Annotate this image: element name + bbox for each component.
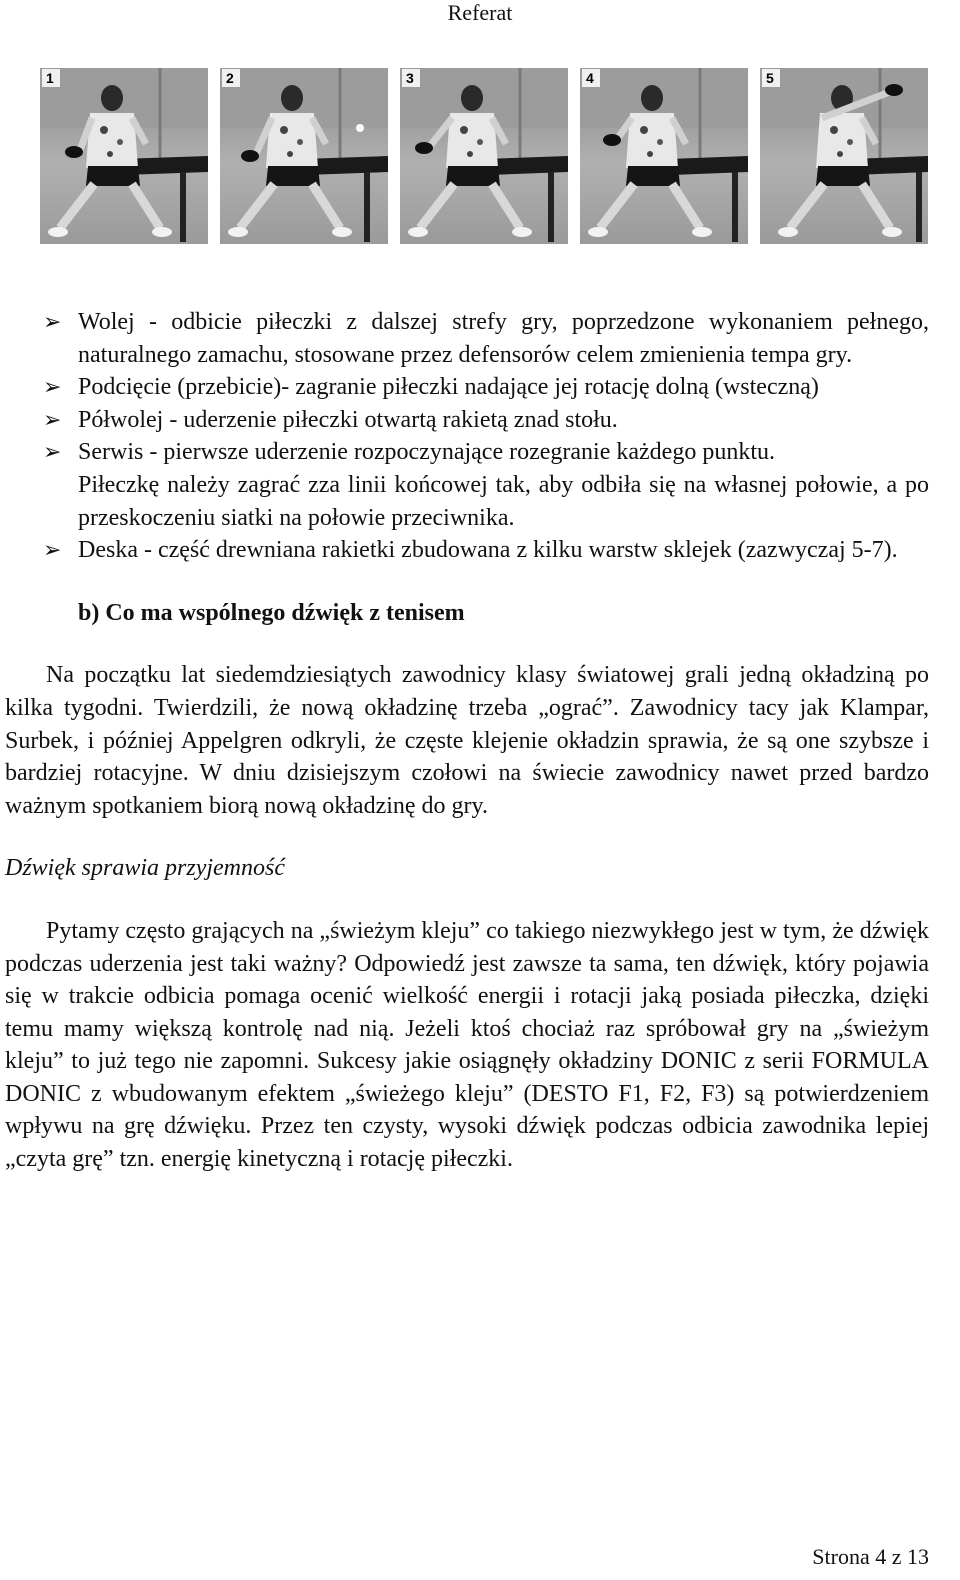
photo-frame [40, 68, 208, 244]
frame-number: 2 [226, 70, 234, 86]
document-body [5, 306, 929, 1176]
terms-list-continued [5, 534, 929, 567]
photo-frame [400, 68, 568, 244]
photo-frame [220, 68, 388, 244]
list-item: ➢ Wolej - odbicie piłeczki z dalszej strefy gry, poprzedzone wykonaniem pełnego, naturalnego zamachu, stosowane przez defensorów celem zmienienia tempa gry. [5, 306, 929, 371]
racket-icon [65, 146, 83, 158]
arrow-bullet-icon: ➢ [43, 406, 62, 432]
racket-icon [603, 134, 621, 146]
photo-frame [760, 68, 928, 244]
list-item: ➢ Deska - część drewniana rakietki zbudowana z kilku warstw sklejek (zazwyczaj 5-7). [5, 534, 929, 567]
frame-number: 4 [586, 70, 594, 86]
list-item: ➢ Półwolej - uderzenie piłeczki otwartą rakietą znad stołu. [5, 404, 929, 437]
subsection-heading: Dźwięk sprawia przyjemność [5, 855, 285, 882]
arrow-bullet-icon: ➢ [43, 439, 62, 465]
page-number: Strona 4 z 13 [812, 1544, 929, 1569]
racket-icon [415, 142, 433, 154]
subsection-paragraph: Pytamy często grających na „świeżym kleju” co takiego niezwykłego jest w tym, że dźwięk podczas uderzenia jest taki ważny? Odpowiedź jest zawsze ta sama, ten dźwięk, który pojawia się w trakcie odbicia pomaga ocenić wielkość energii i rotacji jaką posiada piłeczka, dzięki temu mamy większą kontrolę nad nią. Jeżeli ktoś chociaż raz spróbował gry na „świeżym kleju” to już tego nie zapomni. Sukcesy jakie osiągnęły okładziny DONIC z serii FORMULA DONIC z wbudowanym efektem „świeżego kleju” (DESTO F1, F2, F3) są potwierdzeniem wpływu na grę dźwięku. Przez ten czysty, wysoki dźwięk podczas odbicia zawodnika lepiej „czyta grę” tzn. energię kinetyczną i rotację piłeczki. [5, 917, 929, 1173]
racket-icon [241, 150, 259, 162]
section-heading: b) Co ma wspólnego dźwięk z tenisem [78, 599, 465, 626]
frame-number: 5 [766, 70, 774, 86]
arrow-bullet-icon: ➢ [43, 374, 62, 400]
table-tennis-photo-sequence [40, 68, 928, 244]
list-item: ➢ Podcięcie (przebicie)- zagranie piłeczki nadające jej rotację dolną (wsteczną) [5, 371, 929, 404]
frame-number: 1 [46, 70, 54, 86]
racket-icon [885, 84, 903, 96]
photo-sequence-image [40, 68, 928, 244]
arrow-bullet-icon: ➢ [43, 537, 62, 563]
photo-frame [580, 68, 748, 244]
section-paragraph: Na początku lat siedemdziesiątych zawodnicy klasy światowej grali jedną okładziną po kilka tygodni. Twierdzili, że nową okładzinę trzeba „ograć”. Zawodnicy tacy jak Klampar, Surbek, i później Appelgren odkryli, że częste klejenie okładzin sprawia, że są one szybsze i bardziej rotacyjne. W dniu dzisiejszym czołowi na świecie zawodnicy nawet przed bardzo ważnym spotkaniem biorą nową okładzinę do gry. [5, 662, 929, 819]
page-header-title: Referat [447, 0, 513, 25]
ball-icon [356, 124, 364, 132]
serwis-continuation: Piłeczkę należy zagrać zza linii końcowej tak, aby odbiła się na własnej połowie, a po przeskoczeniu siatki na połowie przeciwnika. [78, 471, 929, 531]
terms-list [5, 306, 929, 469]
frame-number: 3 [406, 70, 414, 86]
arrow-bullet-icon: ➢ [43, 309, 62, 334]
list-item: ➢ Serwis - pierwsze uderzenie rozpoczynające rozegranie każdego punktu. [5, 436, 929, 469]
